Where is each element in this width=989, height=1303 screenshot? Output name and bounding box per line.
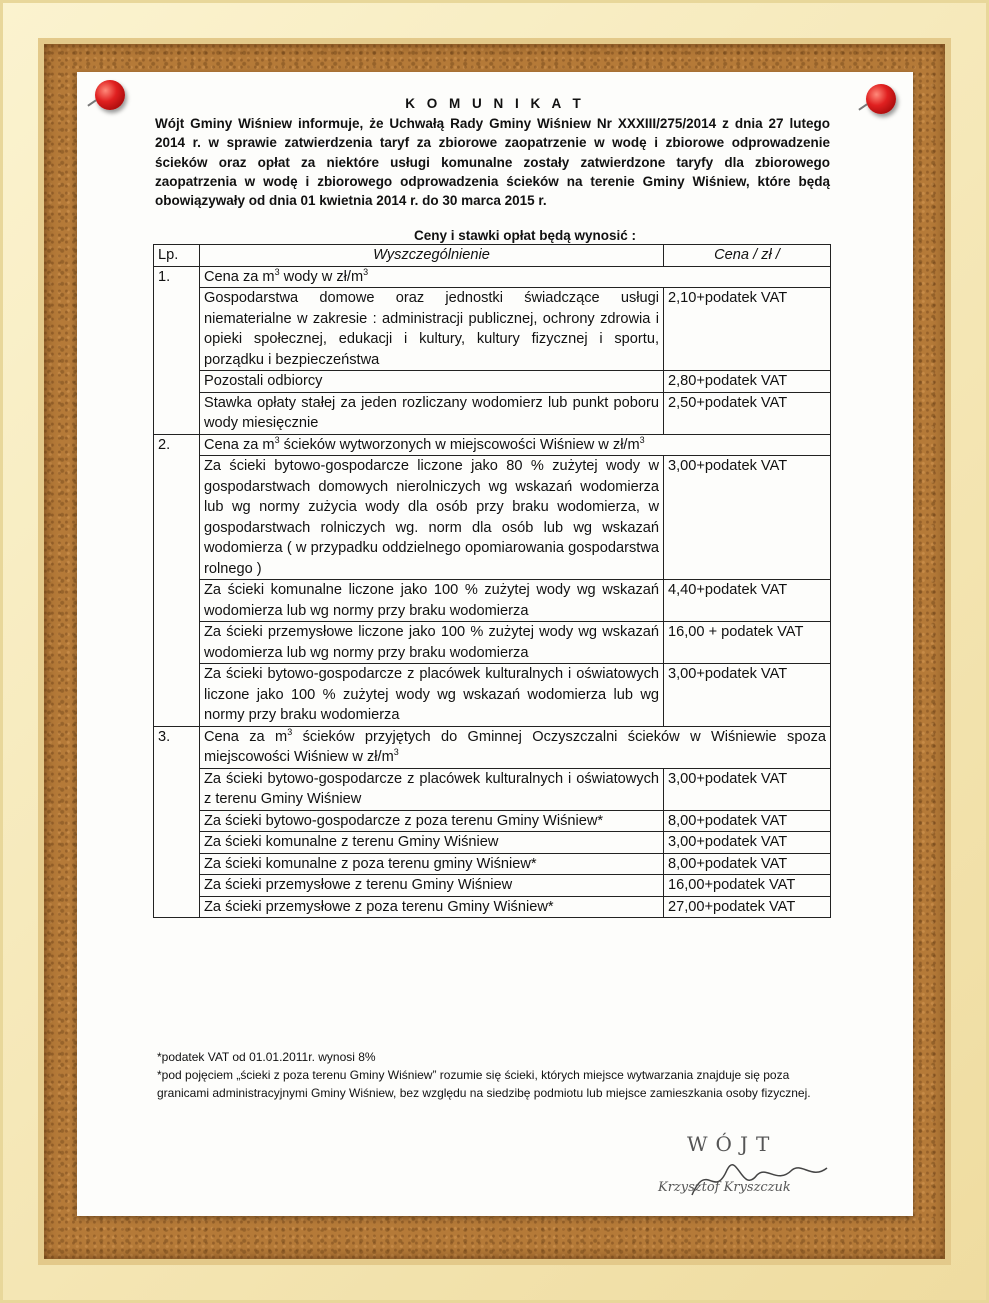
row-price: 3,00+podatek VAT (664, 768, 831, 810)
row-description: Pozostali odbiorcy (200, 371, 664, 393)
table-row (154, 768, 831, 810)
table-caption: Ceny i stawki opłat będą wynosić : (413, 228, 637, 243)
row-description: Za ścieki bytowo-gospodarcze z placówek kulturalnych i oświatowych liczone jako 100 % zużytej wody wg wskazań wodomierza lub wg normy przy braku wodomierza (200, 664, 664, 727)
section-title (200, 266, 831, 288)
row-description: Za ścieki przemysłowe liczone jako 100 % zużytej wody wg wskazań wodomierza lub wg normy przy braku wodomierza (200, 622, 664, 664)
push-pin-icon (866, 84, 896, 114)
section-row (154, 434, 831, 456)
row-description: Za ścieki przemysłowe z terenu Gminy Wiśniew (200, 875, 664, 897)
header-lp: Lp. (154, 245, 200, 267)
row-price: 2,10+podatek VAT (664, 288, 831, 371)
section-title-part: 3 (274, 266, 280, 277)
row-description: Za ścieki bytowo-gospodarcze z poza terenu Gminy Wiśniew* (200, 810, 664, 832)
table-row (154, 392, 831, 434)
row-price: 3,00+podatek VAT (664, 832, 831, 854)
section-title-part: Cena za m (204, 728, 288, 745)
row-price: 27,00+podatek VAT (664, 896, 831, 918)
notice-title: K O M U N I K A T (405, 96, 585, 111)
table-row (154, 456, 831, 580)
row-description: Za ścieki komunalne z poza terenu gminy Wiśniew* (200, 853, 664, 875)
header-price: Cena / zł / (664, 245, 831, 267)
signature-office: WÓJT (687, 1132, 778, 1156)
row-price: 16,00 + podatek VAT (664, 622, 831, 664)
row-price: 8,00+podatek VAT (664, 853, 831, 875)
section-number: 3. (154, 726, 200, 918)
row-description: Za ścieki komunalne liczone jako 100 % zużytej wody wg wskazań wodomierza lub wg normy przy braku wodomierza (200, 580, 664, 622)
row-price: 3,00+podatek VAT (664, 664, 831, 727)
table-row (154, 622, 831, 664)
section-title-part: ścieków przyjętych do Gminnej Oczyszczalni ścieków w Wiśniewie spoza miejscowości Wiśniew w zł/m (204, 728, 826, 765)
section-title-part: wody w zł/m (279, 268, 364, 285)
row-description: Za ścieki komunalne z terenu Gminy Wiśniew (200, 832, 664, 854)
section-title-part: Cena za m (204, 436, 275, 453)
row-description: Za ścieki przemysłowe z poza terenu Gminy Wiśniew* (200, 896, 664, 918)
row-price: 4,40+podatek VAT (664, 580, 831, 622)
notice-intro: Wójt Gminy Wiśniew informuje, że Uchwałą Rady Gminy Wiśniew Nr XXXIII/275/2014 z dnia 27 lutego 2014 r. w sprawie zatwierdzenia taryf za zbiorowe zaopatrzenie w wodę i zbiorowe odprowadzenie ścieków oraz opłat za niektóre usługi komunalne zostały zatwierdzone taryfy dla zbiorowego zaopatrzenia w wodę i zbiorowego odprowadzenia ścieków na terenie Gminy Wiśniew, które będą obowiązywały od dnia 01 kwietnia 2014 r. do 30 marca 2015 r. (155, 116, 830, 209)
handwritten-signature (652, 1140, 852, 1210)
table-row (154, 664, 831, 727)
notice-paper (77, 72, 913, 1216)
section-title-part: ścieków wytworzonych w miejscowości Wiśniew w zł/m (279, 436, 640, 453)
footnote-definition: *pod pojęciem „ścieki z poza terenu Gminy Wiśniew” rozumie się ścieki, których miejsce wytwarzania znajduje się poza granicami administracyjnymi Gminy Wiśniew, bez względu na siedzibę podmiotu lub miejsce zamieszkania osoby fizycznej. (157, 1068, 811, 1100)
row-price: 2,80+podatek VAT (664, 371, 831, 393)
row-description: Za ścieki bytowo-gospodarcze liczone jako 80 % zużytej wody w gospodarstwach domowych nierolniczych wg wskazań wodomierza lub wg normy zużycia wody dla osób przy braku wodomierza, w gospodarstwach rolniczych wg. norm dla osób lub wg wskazań wodomierza ( w przypadku oddzielnego opomiarowania gospodarstwa rolnego ) (200, 456, 664, 580)
table-header-row (154, 245, 831, 267)
signature-block (652, 1130, 852, 1210)
row-description: Za ścieki bytowo-gospodarcze z placówek kulturalnych i oświatowych z terenu Gminy Wiśniew (200, 768, 664, 810)
section-number: 1. (154, 266, 200, 434)
section-title-part: 3 (274, 434, 280, 445)
section-title-part: 3 (363, 266, 369, 277)
section-row (154, 726, 831, 768)
section-title-part: 3 (393, 747, 399, 758)
row-price: 2,50+podatek VAT (664, 392, 831, 434)
row-price: 3,00+podatek VAT (664, 456, 831, 580)
row-description: Gospodarstwa domowe oraz jednostki świadczące usługi niematerialne w zakresie : administracji publicznej, ochrony zdrowia i opieki społecznej, edukacji i kultury, kultury fizycznej i sportu, porządku i bezpieczeństwa (200, 288, 664, 371)
section-title (200, 726, 831, 768)
section-title-part: 3 (287, 726, 293, 737)
header-desc: Wyszczególnienie (200, 245, 664, 267)
table-row (154, 371, 831, 393)
table-row (154, 288, 831, 371)
section-title (200, 434, 831, 456)
section-title-part: Cena za m (204, 268, 275, 285)
table-row (154, 580, 831, 622)
row-price: 16,00+podatek VAT (664, 875, 831, 897)
signature-name: Krzysztof Kryszczuk (658, 1180, 791, 1195)
footnotes (157, 1048, 833, 1102)
table-row (154, 896, 831, 918)
row-description: Stawka opłaty stałej za jeden rozliczany wodomierz lub punkt poboru wody miesięcznie (200, 392, 664, 434)
price-table (153, 244, 831, 918)
table-row (154, 853, 831, 875)
section-title-part: 3 (639, 434, 645, 445)
table-row (154, 832, 831, 854)
section-number: 2. (154, 434, 200, 726)
push-pin-icon (95, 80, 125, 110)
table-row (154, 875, 831, 897)
footnote-vat: *podatek VAT od 01.01.2011r. wynosi 8% (157, 1050, 376, 1064)
row-price: 8,00+podatek VAT (664, 810, 831, 832)
section-row (154, 266, 831, 288)
table-row (154, 810, 831, 832)
